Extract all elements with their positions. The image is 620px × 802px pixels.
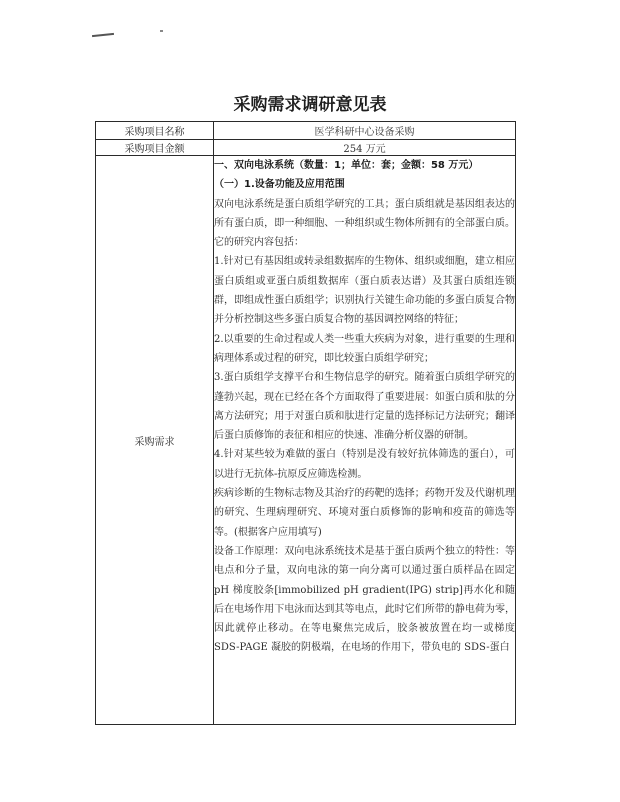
sub-heading: （一）1.设备功能及应用范围 <box>214 179 345 191</box>
section-heading: 一、双向电泳系统（数量：1；单位：套；金额：58 万元） <box>214 160 479 171</box>
project-name-label: 采购项目名称 <box>96 122 214 140</box>
requirements-label: 采购需求 <box>96 156 214 725</box>
paragraph-item-4: 4.针对某些较为难做的蛋白（特别是没有较好抗体筛选的蛋白），可以进行无抗体-抗原反应筛选检测。 <box>214 449 515 480</box>
requirements-content-cell <box>214 156 516 725</box>
project-amount-row <box>96 140 516 156</box>
project-amount-label: 采购项目金额 <box>96 140 214 156</box>
project-name-row <box>96 122 516 140</box>
project-amount-value: 254 万元 <box>214 140 516 156</box>
paragraph-intro: 双向电泳系统是蛋白质组学研究的工具；蛋白质组就是基因组表达的所有蛋白质，即一种细胞、一种组织或生物体所拥有的全部蛋白质。它的研究内容包括： <box>214 198 515 249</box>
paragraph-item-2: 2.以重要的生命过程或人类一些重大疾病为对象，进行重要的生理和病理体系或过程的研究，即比较蛋白质组学研究； <box>214 333 515 364</box>
document-title: 采购需求调研意见表 <box>233 95 387 115</box>
requirements-row <box>96 156 516 725</box>
project-name-value: 医学科研中心设备采购 <box>214 122 516 140</box>
procurement-survey-table <box>95 121 516 725</box>
scan-artifact-dot <box>160 30 163 32</box>
paragraph-working-principle: 设备工作原理：双向电泳系统技术是基于蛋白质两个独立的特性：等电点和分子量，双向电泳的第一向分离可以通过蛋白质样品在固定 pH 梯度胶条[immobilized pH gradient(IPG) strip]再水化和随后在电场作用下电泳而达到其等电点，此时它们所带的静电荷为零，因此就停止移动。在等电聚焦完成后，胶条被放置在均一或梯度 SDS-PAGE 凝胶的阴极端，在电场的作用下，带负电的 SDS-蛋白 <box>214 545 515 654</box>
requirements-content <box>214 156 515 724</box>
scan-artifact-mark <box>92 33 114 37</box>
paragraph-item-3: 3.蛋白质组学支撑平台和生物信息学的研究。随着蛋白质组学研究的蓬勃兴起，现在已经在各个方面取得了重要进展：如蛋白质和肽的分离方法研究；用于对蛋白质和肽进行定量的选择标记方法研究；翻译后蛋白质修饰的表征和相应的快速、准确分析仪器的研制。 <box>214 372 515 442</box>
paragraph-item-1: 1.针对已有基因组或转录组数据库的生物体、组织或细胞，建立相应蛋白质组或亚蛋白质组数据库（蛋白质表达谱）及其蛋白质组连锁群，即组成性蛋白质组学；识别执行关键生命功能的多蛋白质复合物并分析控制这些多蛋白质复合物的基因调控网络的特征； <box>214 256 515 326</box>
paragraph-applications: 疾病诊断的生物标志物及其治疗的药靶的选择；药物开发及代谢机理的研究、生理病理研究、环境对蛋白质修饰的影响和疫苗的筛选等等。(根据客户应用填写) <box>214 488 515 538</box>
